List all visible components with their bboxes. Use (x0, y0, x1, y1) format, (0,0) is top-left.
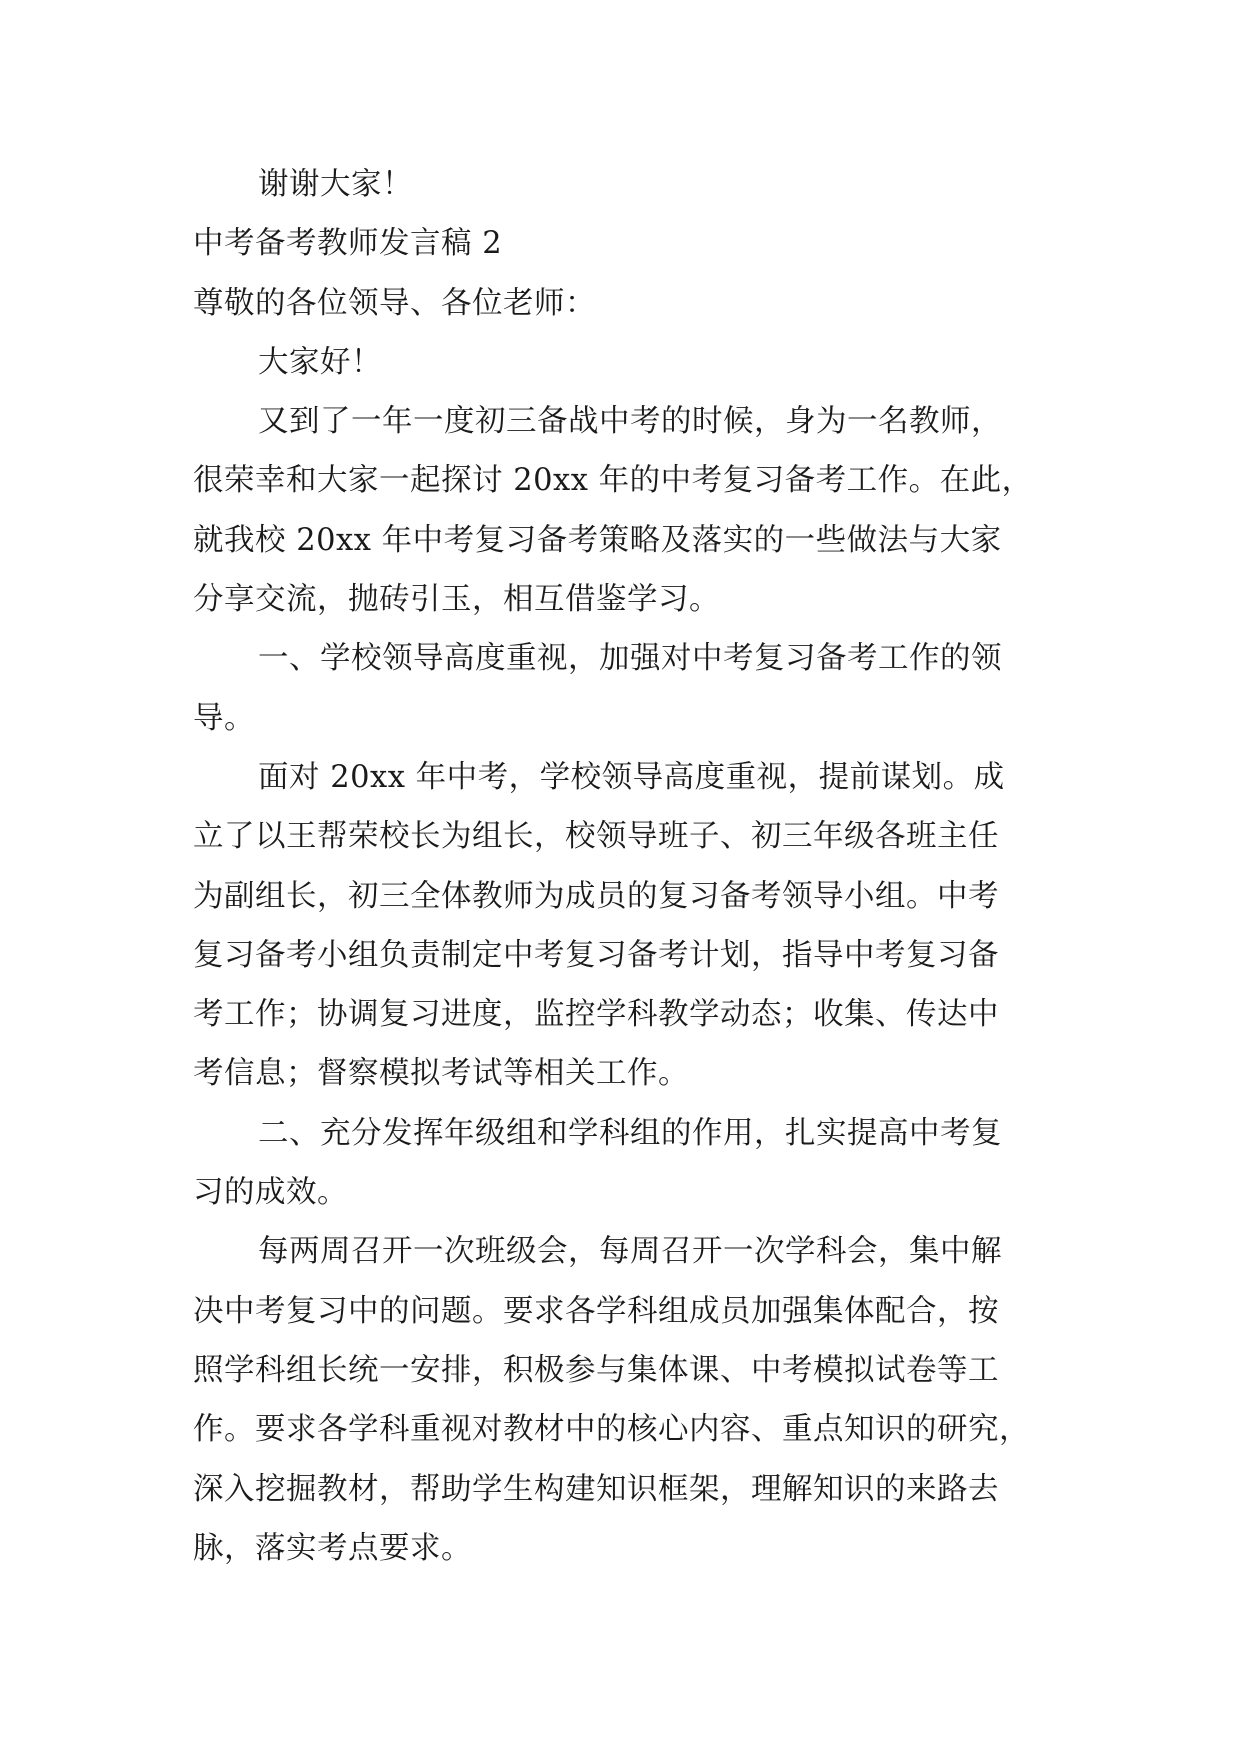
text-line: 就我校 20xx 年中考复习备考策略及落实的一些做法与大家 (193, 522, 1002, 558)
text-line: 考信息；督察模拟考试等相关工作。 (193, 1056, 689, 1092)
text-line: 作。要求各学科重视对教材中的核心内容、重点知识的研究， (193, 1412, 1030, 1448)
section-heading-line: 一、学校领导高度重视，加强对中考复习备考工作的领 (258, 641, 1002, 677)
section-heading-line: 习的成效。 (193, 1175, 348, 1211)
text-line: 每两周召开一次班级会，每周召开一次学科会，集中解 (258, 1234, 1002, 1270)
text-line: 脉，落实考点要求。 (193, 1530, 472, 1566)
text-line: 照学科组长统一安排，积极参与集体课、中考模拟试卷等工 (193, 1352, 999, 1388)
text-line: 又到了一年一度初三备战中考的时候，身为一名教师， (258, 404, 1002, 440)
text-line: 考工作；协调复习进度，监控学科教学动态；收集、传达中 (193, 997, 999, 1033)
text-line: 分享交流，抛砖引玉，相互借鉴学习。 (193, 582, 720, 618)
document-body (193, 155, 1053, 1578)
section-heading-line: 二、充分发挥年级组和学科组的作用，扎实提高中考复 (258, 1115, 1002, 1151)
text-line: 面对 20xx 年中考，学校领导高度重视，提前谋划。成 (258, 759, 1005, 795)
salutation-line: 尊敬的各位领导、各位老师： (193, 285, 596, 321)
document-subtitle: 中考备考教师发言稿 2 (193, 226, 503, 262)
text-line: 为副组长，初三全体教师为成员的复习备考领导小组。中考 (193, 878, 999, 914)
text-line: 立了以王帮荣校长为组长，校领导班子、初三年级各班主任 (193, 819, 999, 855)
text-line: 复习备考小组负责制定中考复习备考计划，指导中考复习备 (193, 937, 999, 973)
text-line: 谢谢大家！ (258, 167, 413, 202)
section-heading-line: 导。 (193, 700, 255, 736)
greeting-line: 大家好！ (258, 344, 382, 380)
text-line: 很荣幸和大家一起探讨 20xx 年的中考复习备考工作。在此， (193, 463, 1033, 499)
text-line: 决中考复习中的问题。要求各学科组成员加强集体配合，按 (193, 1293, 999, 1329)
text-line: 深入挖掘教材，帮助学生构建知识框架，理解知识的来路去 (193, 1471, 999, 1507)
